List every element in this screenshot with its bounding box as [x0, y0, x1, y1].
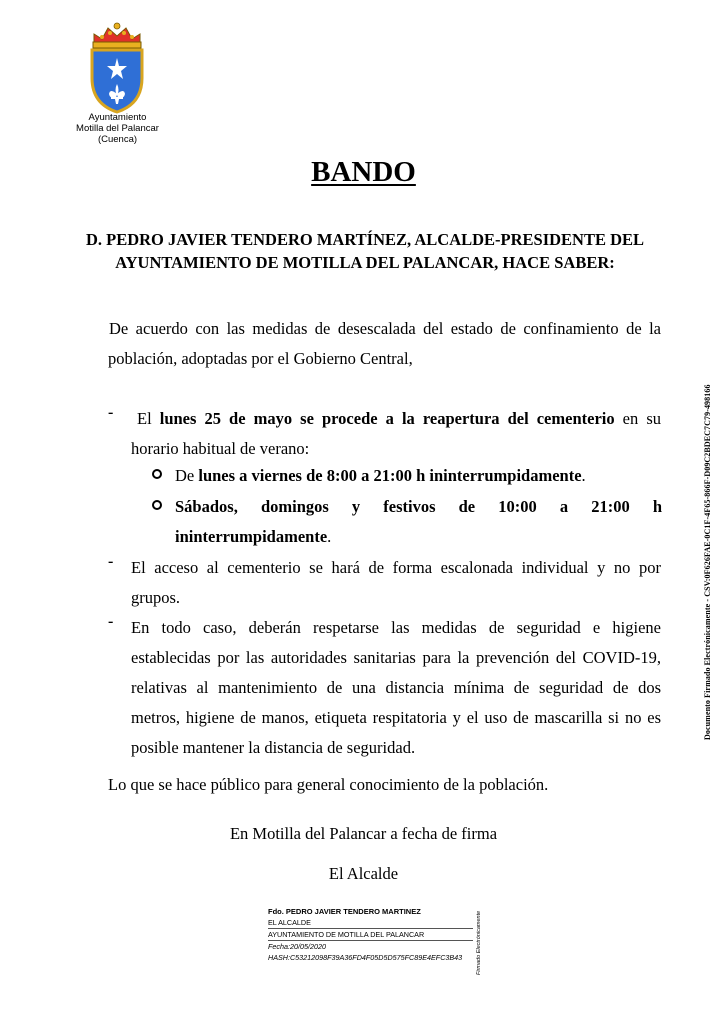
circle-bullet-icon — [152, 500, 162, 510]
signature-vertical-label: Firmado Electrónicamente — [476, 910, 482, 975]
signature-date: Fecha:20/05/2020 — [268, 942, 326, 951]
caption-line: Ayuntamiento — [88, 112, 147, 123]
document-title: BANDO — [311, 156, 416, 188]
bullet-item — [131, 613, 661, 763]
coat-of-arms-logo — [80, 22, 154, 114]
dash-bullet: - — [108, 613, 114, 630]
issuer-heading-line: AYUNTAMIENTO DE MOTILLA DEL PALANCAR, HACE SABER: — [115, 253, 615, 272]
bullet-item — [131, 553, 661, 583]
dash-bullet: - — [108, 404, 114, 421]
bullet-line: relativas al mantenimiento de una distancia mínima de seguridad de dos — [131, 678, 661, 697]
bullet-line: horario habitual de verano: — [131, 439, 310, 458]
bullet-line: metros, higiene de manos, etiqueta respitatoria y el uso de mascarilla si no es — [131, 708, 661, 727]
logo-caption — [50, 112, 185, 145]
signature-org: AYUNTAMIENTO DE MOTILLA DEL PALANCAR — [268, 929, 473, 941]
bold-text: Sábados, domingos y festivos de 10:00 a 21:00 h — [175, 497, 662, 516]
closing-statement: Lo que se hace público para general conocimiento de la población. — [108, 775, 549, 794]
electronic-signature-block — [268, 906, 488, 963]
bullet-line: El acceso al cementerio se hará de forma escalonada individual y no por — [131, 558, 661, 577]
intro-line: población, adoptadas por el Gobierno Central, — [108, 349, 413, 368]
bold-text: lunes 25 de mayo se procede a la reapertura del cementerio — [159, 409, 615, 428]
place-and-date: En Motilla del Palancar a fecha de firma — [229, 824, 498, 843]
signature-hash: HASH:C53212098F39A36FD4F05D5D575FC89E4EFC3B43 — [268, 953, 463, 962]
caption-line: Motilla del Palancar — [76, 123, 159, 134]
issuer-heading — [60, 228, 670, 274]
signer-role: El Alcalde — [328, 864, 399, 883]
crown-icon — [93, 23, 141, 48]
bullet-line: grupos. — [131, 588, 181, 607]
signature-role: EL ALCALDE — [268, 917, 473, 929]
bullet-line: En todo caso, deberán respetarse las medidas de seguridad e higiene — [131, 618, 661, 637]
bold-text: ininterrumpidamente — [175, 527, 328, 546]
bullet-line: establecidas por las autoridades sanitarias para la prevención del COVID-19, — [131, 648, 661, 667]
sub-bullet-line: ininterrumpidamente. — [175, 527, 332, 546]
document-csv-strip: Documento Firmado Electrónicamente - CSV:0F626FAE-0C1F-4F65-866F-D09C2BDEC7C79-498166 — [703, 384, 712, 740]
intro-paragraph — [109, 314, 661, 344]
circle-bullet-icon — [152, 469, 162, 479]
intro-line: De acuerdo con las medidas de desescalada del estado de confinamiento de la — [109, 319, 661, 338]
sub-bullet-item: De lunes a viernes de 8:00 a 21:00 h ininterrumpidamente. — [175, 466, 586, 485]
bullet-line: posible mantener la distancia de seguridad. — [131, 738, 416, 757]
sub-bullet-item — [175, 492, 662, 522]
bullet-item — [137, 404, 661, 434]
bullet-line: El lunes 25 de mayo se procede a la reapertura del cementerio en su — [137, 409, 661, 428]
issuer-heading-line: D. PEDRO JAVIER TENDERO MARTÍNEZ, ALCALDE-PRESIDENTE DEL — [85, 230, 645, 249]
signature-signer: Fdo. PEDRO JAVIER TENDERO MARTINEZ — [268, 907, 421, 916]
bold-text: lunes a viernes de 8:00 a 21:00 h ininterrumpidamente — [198, 466, 582, 485]
caption-line: (Cuenca) — [97, 134, 138, 145]
dash-bullet: - — [108, 553, 114, 570]
